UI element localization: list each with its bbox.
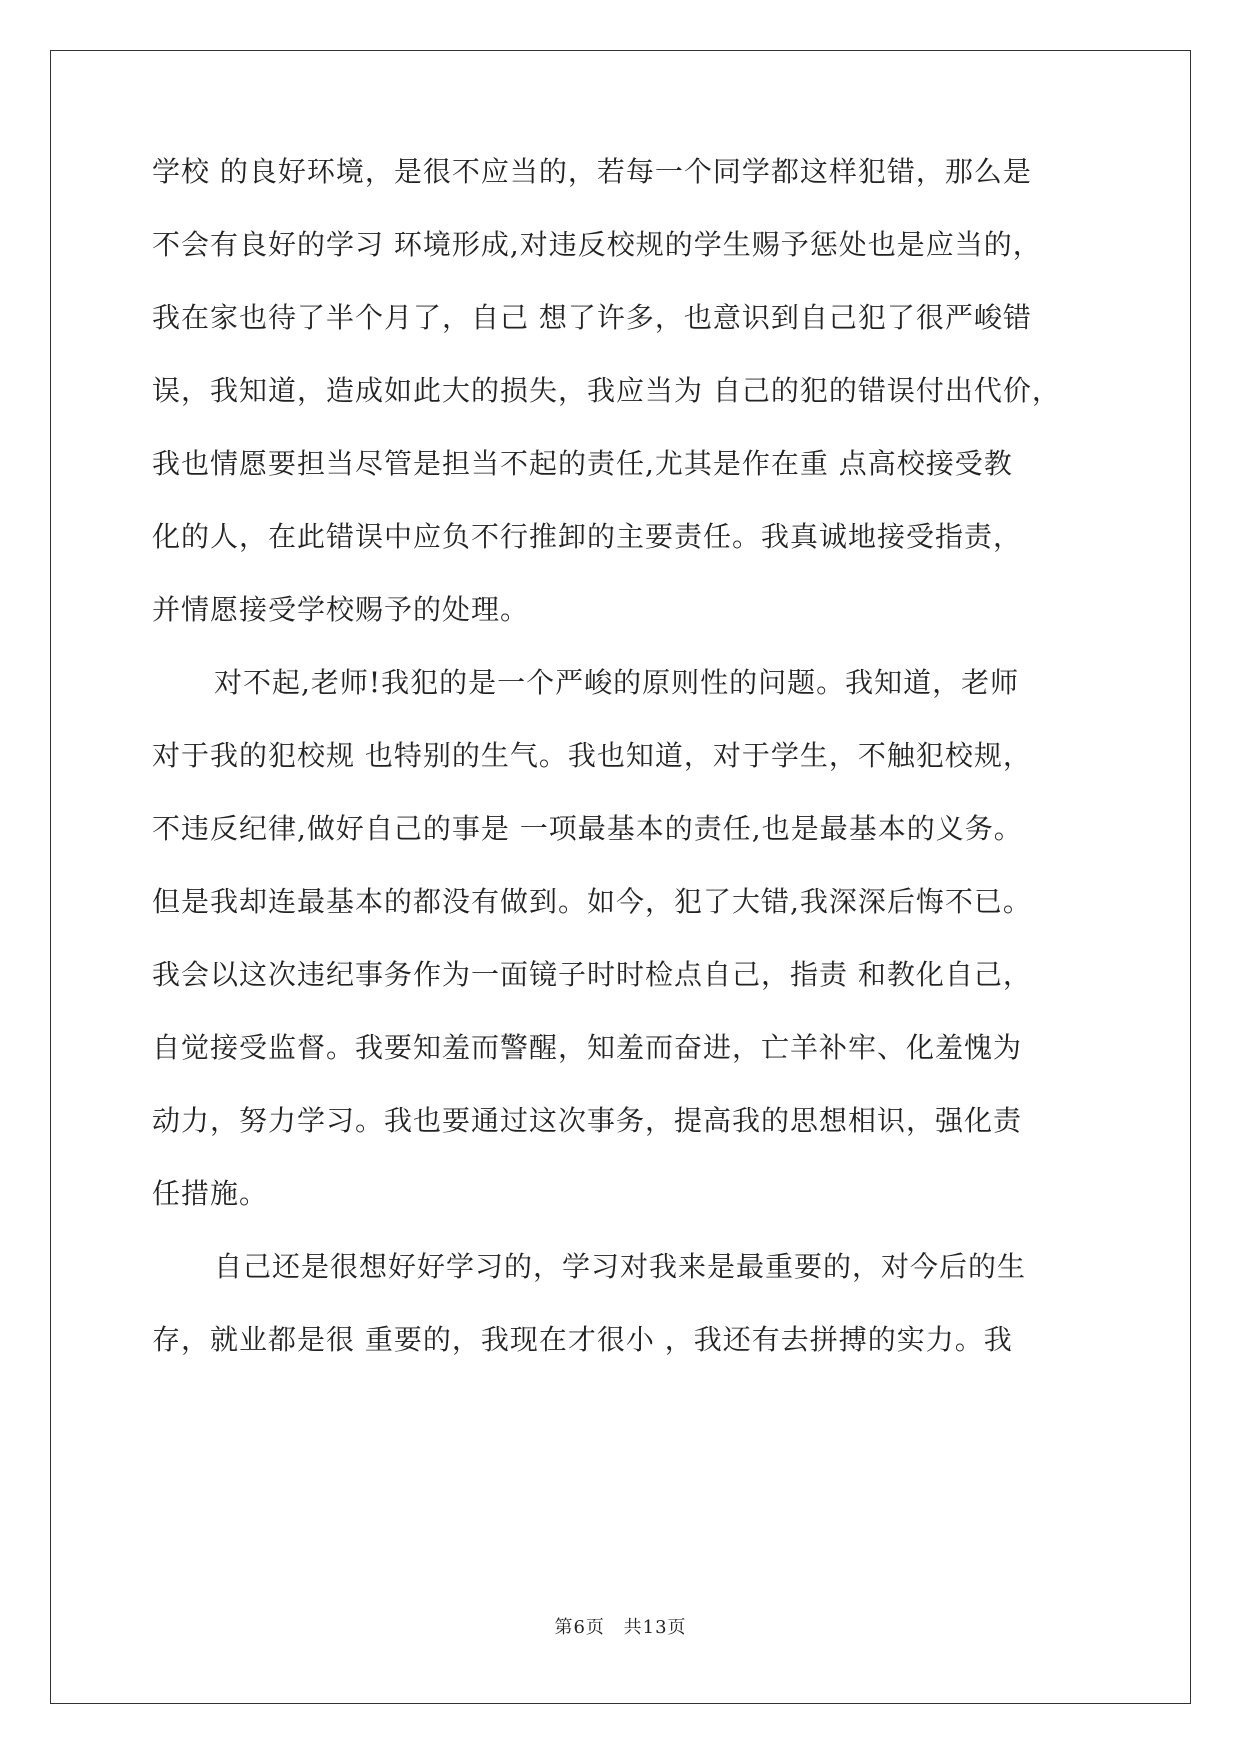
- page-footer: [0, 1616, 1241, 1640]
- paragraph-start-line: 自己还是很想好好学习的，学习对我来是最重要的，对今后的生: [214, 1250, 1027, 1283]
- body-text-line: 学校 的良好环境，是很不应当的，若每一个同学都这样犯错，那么是: [152, 155, 1032, 188]
- body-text-line: 我也情愿要担当尽管是担当不起的责任,尤其是作在重 点高校接受教: [152, 447, 1013, 480]
- body-text-line: 误，我知道，造成如此大的损失，我应当为 自己的犯的错误付出代价，: [152, 374, 1061, 407]
- body-text-line: 对于我的犯校规 也特别的生气。我也知道，对于学生，不触犯校规，: [152, 739, 1032, 772]
- paragraph-start-line: 对不起,老师!我犯的是一个严峻的原则性的问题。我知道，老师: [214, 666, 1020, 699]
- body-text-line: 存，就业都是很 重要的，我现在才很小 ，我还有去拼搏的实力。我: [152, 1323, 1013, 1356]
- page-number-current: 第6页: [554, 1617, 605, 1638]
- body-text-line: 任措施。: [152, 1177, 269, 1210]
- body-text-line: 不会有良好的学习 环境形成,对违反校规的学生赐予惩处也是应当的，: [152, 228, 1042, 261]
- body-text-line: 但是我却连最基本的都没有做到。如今，犯了大错,我深深后悔不已。: [152, 885, 1032, 918]
- body-text-line: 自觉接受监督。我要知羞而警醒，知羞而奋进，亡羊补牢、化羞愧为: [152, 1031, 1023, 1064]
- body-text-line: 化的人，在此错误中应负不行推卸的主要责任。我真诚地接受指责，: [152, 520, 1023, 553]
- body-text-line: 不违反纪律,做好自己的事是 一项最基本的责任,也是最基本的义务。: [152, 812, 1023, 845]
- body-text-line: 我在家也待了半个月了，自己 想了许多，也意识到自己犯了很严峻错: [152, 301, 1032, 334]
- page-number-total: 共13页: [623, 1617, 687, 1638]
- body-text-line: 我会以这次违纪事务作为一面镜子时时检点自己，指责 和教化自己，: [152, 958, 1032, 991]
- body-text-line: 动力，努力学习。我也要通过这次事务，提高我的思想相识，强化责: [152, 1104, 1023, 1137]
- body-text-line: 并情愿接受学校赐予的处理。: [152, 593, 530, 626]
